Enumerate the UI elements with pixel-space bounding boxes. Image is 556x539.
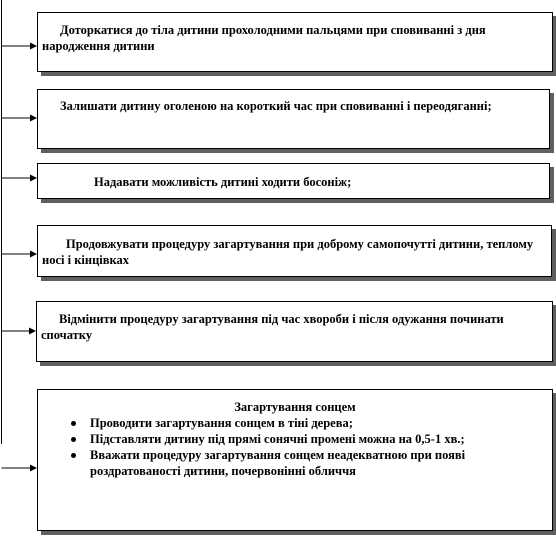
- sun-hardening-list: [90, 415, 526, 479]
- sun-hardening-item: Вважати процедуру загартування сонцем неадекватною при появі роздратованості дитини, почервонінні обличчя: [90, 447, 526, 479]
- step-text-4: Продовжувати процедуру загартування при доброму самопочутті дитини, теплому носі і кінцівках: [42, 237, 534, 267]
- step-box-4: [37, 225, 552, 277]
- step-text-3: Надавати можливість дитині ходити босоніж;: [94, 175, 352, 189]
- step-text-5: Відмінити процедуру загартування під час хвороби і після одужання починати спочатку: [41, 312, 504, 342]
- step-text-1: Доторкатися до тіла дитини прохолодними пальцями при сповиванні з дня народження дитини: [42, 23, 486, 53]
- sun-hardening-heading: Загартування сонцем: [234, 400, 356, 414]
- step-box-2: [37, 89, 550, 149]
- sun-hardening-item: Підставляти дитину під прямі сонячні промені можна на 0,5-1 хв.;: [90, 431, 526, 447]
- step-box-3: [37, 163, 550, 199]
- step-text-2: Залишати дитину оголеною на короткий час при сповиванні і переодяганні;: [60, 99, 492, 113]
- step-box-5: [36, 301, 553, 362]
- sun-hardening-box: [37, 389, 553, 531]
- step-box-1: [37, 12, 553, 72]
- sun-hardening-item: Проводити загартування сонцем в тіні дерева;: [90, 415, 526, 431]
